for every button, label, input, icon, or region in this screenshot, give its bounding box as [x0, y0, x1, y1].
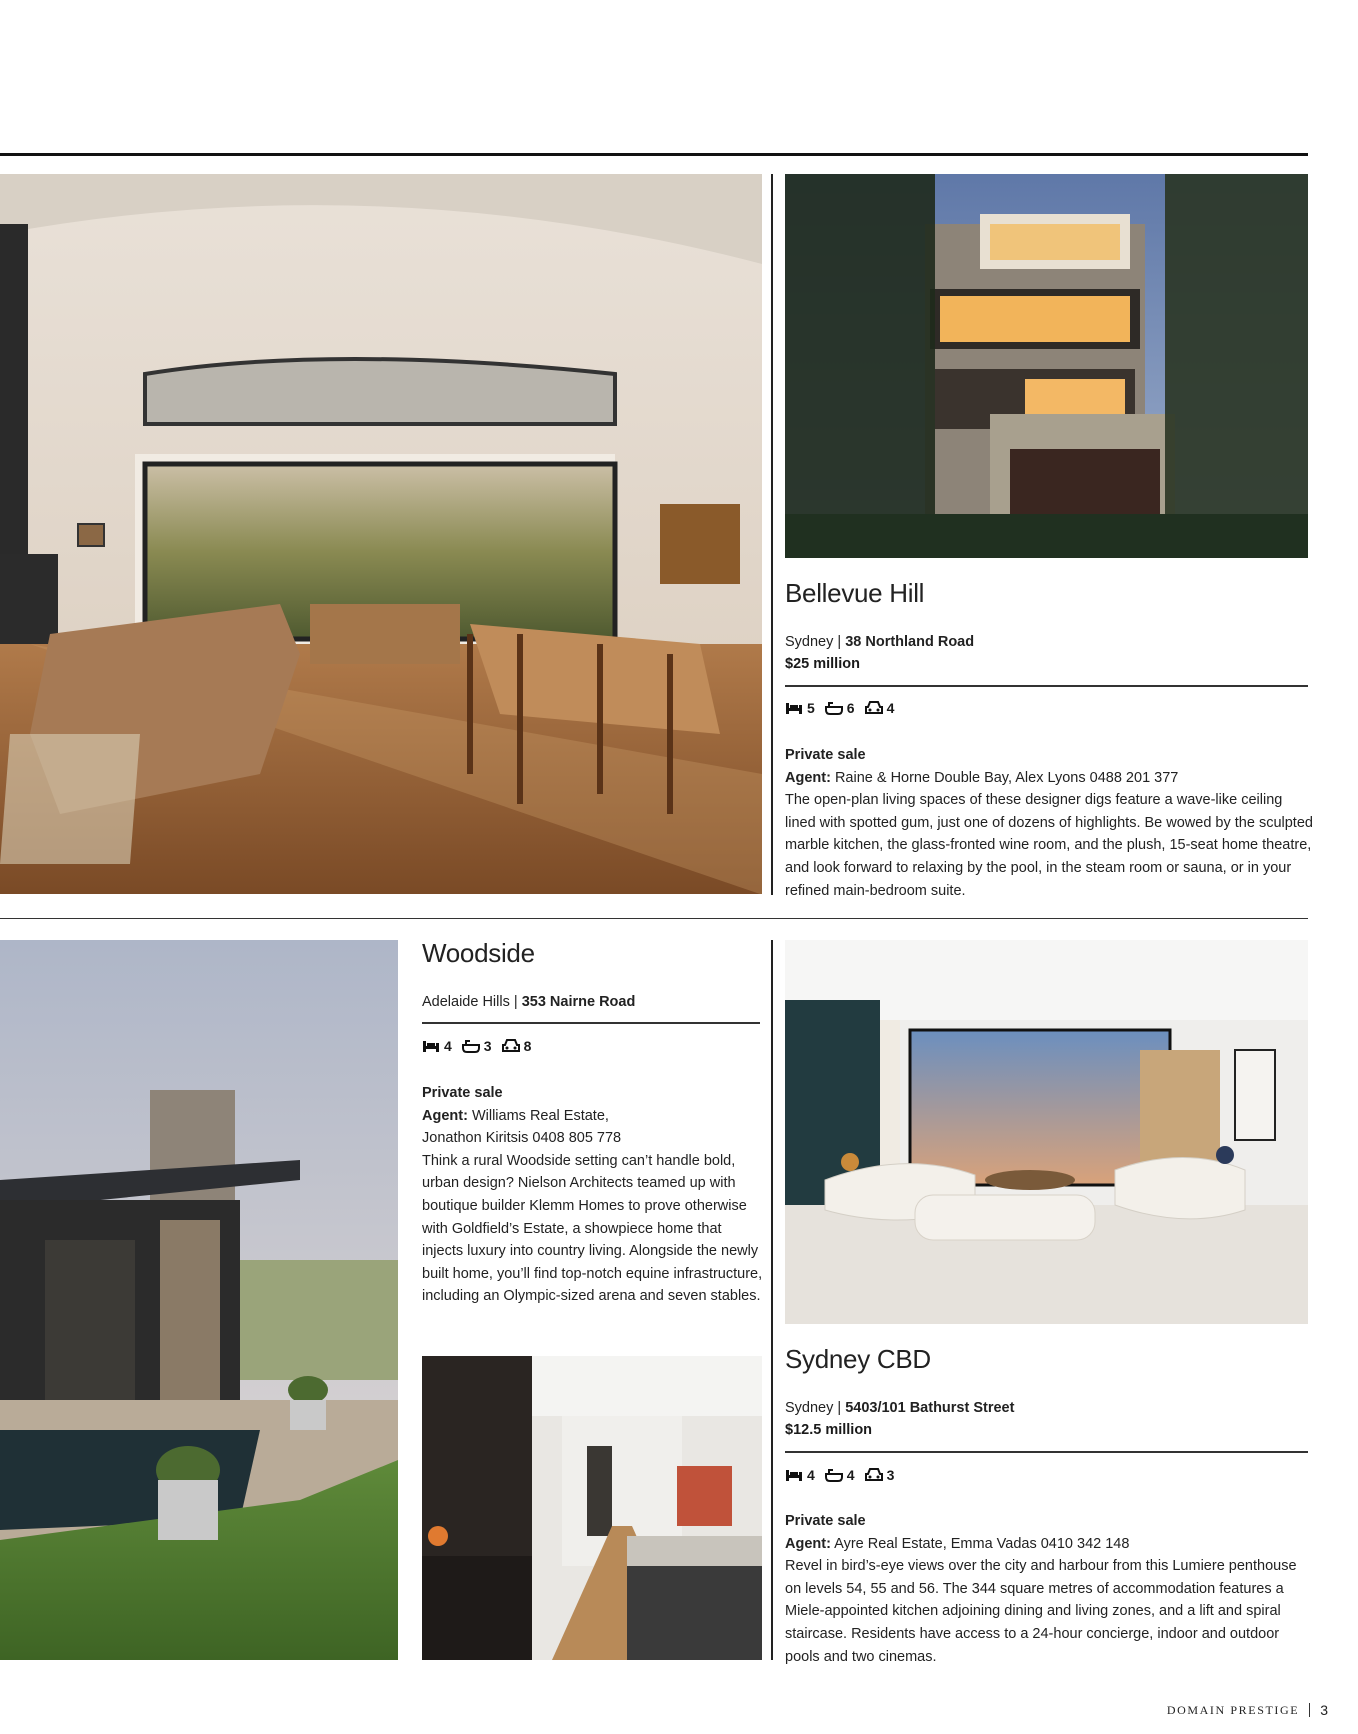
car-icon — [865, 701, 883, 715]
agent-label: Agent: — [422, 1107, 468, 1124]
listing-price-bellevue-hill: $25 million — [785, 656, 860, 672]
bed-count: 4 — [807, 1467, 815, 1483]
listing-description: Revel in bird’s-eye views over the city and harbour from this Lumiere penthouse on levels 54, 55 and 56. The 344 square metres of accommodation features a Miele-appointed kitchen adjoining dining and living zones, and a lift and spiral staircase. Residents have access to a 24-hour concierge, indoor and outdoor pools and two cinemas. — [785, 1558, 1297, 1665]
bed-count: 5 — [807, 700, 815, 716]
agent-line — [785, 1533, 1313, 1556]
sale-type: Private sale — [785, 1513, 866, 1529]
bed-count: 4 — [444, 1038, 452, 1054]
address: 5403/101 Bathurst Street — [845, 1400, 1015, 1416]
top-rule — [0, 153, 1308, 156]
sydney-cbd-living-photo — [785, 940, 1308, 1324]
agent-name: Ayre Real Estate, Emma Vadas 0410 342 148 — [834, 1535, 1130, 1552]
woodside-exterior-photo — [0, 940, 398, 1660]
column-divider-top — [771, 174, 773, 895]
suburb: Sydney — [785, 1400, 834, 1416]
listing-description: The open-plan living spaces of these designer digs feature a wave-like ceiling lined with spotted gum, just one of dozens of highlights. Be wowed by the sculpted marble kitchen, the glass-fronted wine room, and the plush, 15-seat home theatre, and look forward to relaxing by the pool, in the steam room or sauna, or in your refined main-bedroom suite. — [785, 792, 1313, 899]
car-count: 3 — [886, 1467, 895, 1483]
footer-divider — [1309, 1703, 1310, 1717]
suburb: Sydney — [785, 634, 834, 650]
section-divider — [0, 918, 1308, 919]
publication-name: DOMAIN PRESTIGE — [1166, 1702, 1300, 1717]
listing-description: Think a rural Woodside setting can’t handle bold, urban design? Nielson Architects teamed up with boutique builder Klemm Homes to prove otherwise with Goldfield’s Estate, a showpiece home that injects luxury into country living. Alongside the newly built home, you’ll find top-notch equine infrastructure, including an Olympic-sized arena and seven stables. — [422, 1152, 763, 1305]
agent-label: Agent: — [785, 769, 831, 786]
agent-name: Raine & Horne Double Bay, Alex Lyons 0488 201 377 — [834, 769, 1179, 786]
column-divider-bottom — [771, 940, 773, 1660]
bath-count: 4 — [846, 1467, 855, 1483]
car-icon — [865, 1468, 883, 1482]
listing-stats-sydney-cbd — [785, 1467, 902, 1483]
listing-stats-woodside — [422, 1038, 539, 1054]
page-footer — [1167, 1702, 1328, 1718]
bath-icon — [825, 701, 843, 715]
bed-icon — [785, 701, 803, 715]
page-number: 3 — [1320, 1702, 1328, 1718]
listing-location-bellevue-hill: Sydney | 38 Northland Road — [785, 634, 975, 650]
listing-details-woodside — [422, 1082, 766, 1308]
listing-location-woodside: Adelaide Hills | 353 Nairne Road — [422, 994, 636, 1010]
car-count: 4 — [886, 700, 895, 716]
listing-details-bellevue-hill — [785, 744, 1313, 902]
bath-icon — [825, 1468, 843, 1482]
listing-location-sydney-cbd: Sydney | 5403/101 Bathurst Street — [785, 1400, 1015, 1416]
listing-title-sydney-cbd: Sydney CBD — [785, 1344, 931, 1374]
woodside-kitchen-photo — [422, 1356, 762, 1660]
listing-rule — [785, 685, 1308, 687]
bed-icon — [422, 1039, 440, 1053]
agent-contact: Jonathon Kiritsis 0408 805 778 — [422, 1130, 622, 1147]
bath-icon — [462, 1039, 480, 1053]
listing-title-bellevue-hill: Bellevue Hill — [785, 578, 925, 608]
sale-type: Private sale — [422, 1085, 503, 1101]
car-icon — [502, 1039, 520, 1053]
listing-rule — [422, 1022, 760, 1024]
car-count: 8 — [523, 1038, 532, 1054]
agent-label: Agent: — [785, 1535, 831, 1552]
listing-title-woodside: Woodside — [422, 938, 535, 968]
agent-name: Williams Real Estate, — [471, 1107, 609, 1124]
bath-count: 3 — [483, 1038, 492, 1054]
agent-line — [785, 767, 1313, 790]
address: 38 Northland Road — [845, 634, 975, 650]
living-room-photo — [0, 174, 762, 894]
listing-rule — [785, 1451, 1308, 1453]
suburb: Adelaide Hills — [422, 994, 510, 1010]
address: 353 Nairne Road — [521, 994, 636, 1010]
listing-stats-bellevue-hill — [785, 700, 902, 716]
listing-details-sydney-cbd — [785, 1510, 1313, 1668]
agent-line — [422, 1105, 766, 1128]
bed-icon — [785, 1468, 803, 1482]
bath-count: 6 — [846, 700, 855, 716]
listing-price-sydney-cbd: $12.5 million — [785, 1422, 873, 1438]
sale-type: Private sale — [785, 747, 866, 763]
bellevue-hill-exterior-photo — [785, 174, 1308, 558]
